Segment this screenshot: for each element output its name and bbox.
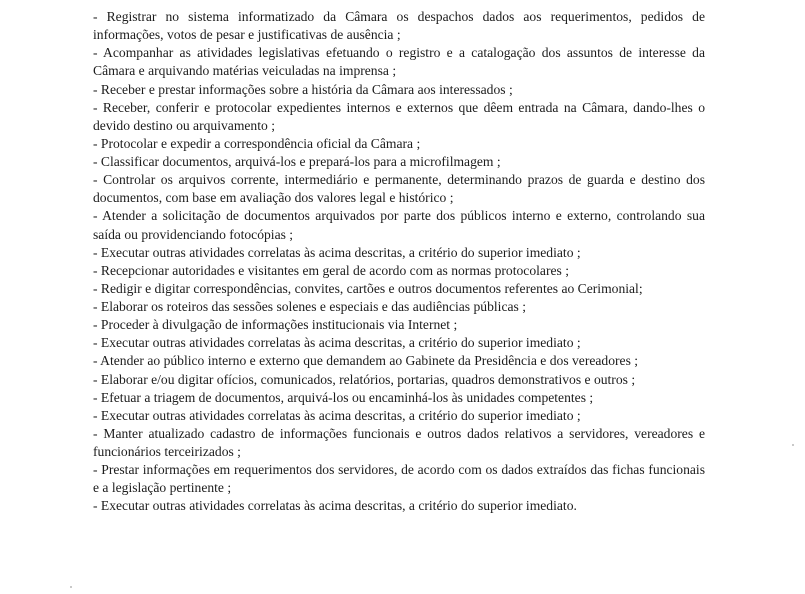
list-item: - Elaborar e/ou digitar ofícios, comunicados, relatórios, portarias, quadros demonstrativos e outros ; — [93, 371, 636, 387]
list-item: - Acompanhar as atividades legislativas efetuando o registro e a catalogação dos assuntos de interesse da Câmara e arquivando matérias veiculadas na imprensa ; — [93, 45, 705, 79]
list-item: - Executar outras atividades correlatas às acima descritas, a critério do superior imediato ; — [93, 244, 581, 260]
list-item: - Protocolar e expedir a correspondência oficial da Câmara ; — [93, 135, 421, 151]
scan-speck — [70, 586, 72, 588]
list-item: - Executar outras atividades correlatas às acima descritas, a critério do superior imediato ; — [93, 407, 581, 423]
list-item: - Receber, conferir e protocolar expedientes internos e externos que dêem entrada na Câmara, dando-lhes o devido destino ou arquivamento ; — [93, 99, 705, 133]
list-item: - Controlar os arquivos corrente, intermediário e permanente, determinando prazos de guarda e destino dos documentos, com base em avaliação dos valores legal e histórico ; — [93, 172, 705, 206]
list-item: - Classificar documentos, arquivá-los e prepará-los para a microfilmagem ; — [93, 154, 501, 169]
list-item: - Executar outras atividades correlatas às acima descritas, a critério do superior imediato. — [93, 498, 577, 514]
list-item: - Atender ao público interno e externo que demandem ao Gabinete da Presidência e dos vereadores ; — [93, 353, 639, 369]
list-item: - Prestar informações em requerimentos dos servidores, de acordo com os dados extraídos das fichas funcionais e a legislação pertinente ; — [93, 462, 705, 496]
scan-speck — [792, 444, 794, 446]
list-item: - Elaborar os roteiros das sessões solenes e especiais e das audiências públicas ; — [93, 299, 526, 314]
list-item: - Manter atualizado cadastro de informações funcionais e outros dados relativos a servidores, vereadores e funcionários terceirizados ; — [93, 425, 705, 459]
list-item: - Atender a solicitação de documentos arquivados por parte dos públicos interno e externo, controlando sua saída ou providenciando fotocópias ; — [93, 208, 705, 242]
duties-list — [93, 8, 705, 516]
list-item: - Recepcionar autoridades e visitantes em geral de acordo com as normas protocolares ; — [93, 262, 569, 278]
list-item: - Proceder à divulgação de informações institucionais via Internet ; — [93, 317, 458, 333]
list-item: - Redigir e digitar correspondências, convites, cartões e outros documentos referentes ao Cerimonial; — [93, 280, 643, 296]
list-item: - Registrar no sistema informatizado da Câmara os despachos dados aos requerimentos, pedidos de informações, votos de pesar e justificativas de ausência ; — [93, 9, 705, 43]
list-item: - Executar outras atividades correlatas às acima descritas, a critério do superior imediato ; — [93, 335, 581, 351]
list-item: - Receber e prestar informações sobre a história da Câmara aos interessados ; — [93, 81, 513, 97]
list-item: - Efetuar a triagem de documentos, arquivá-los ou encaminhá-los às unidades competentes ; — [93, 389, 594, 405]
